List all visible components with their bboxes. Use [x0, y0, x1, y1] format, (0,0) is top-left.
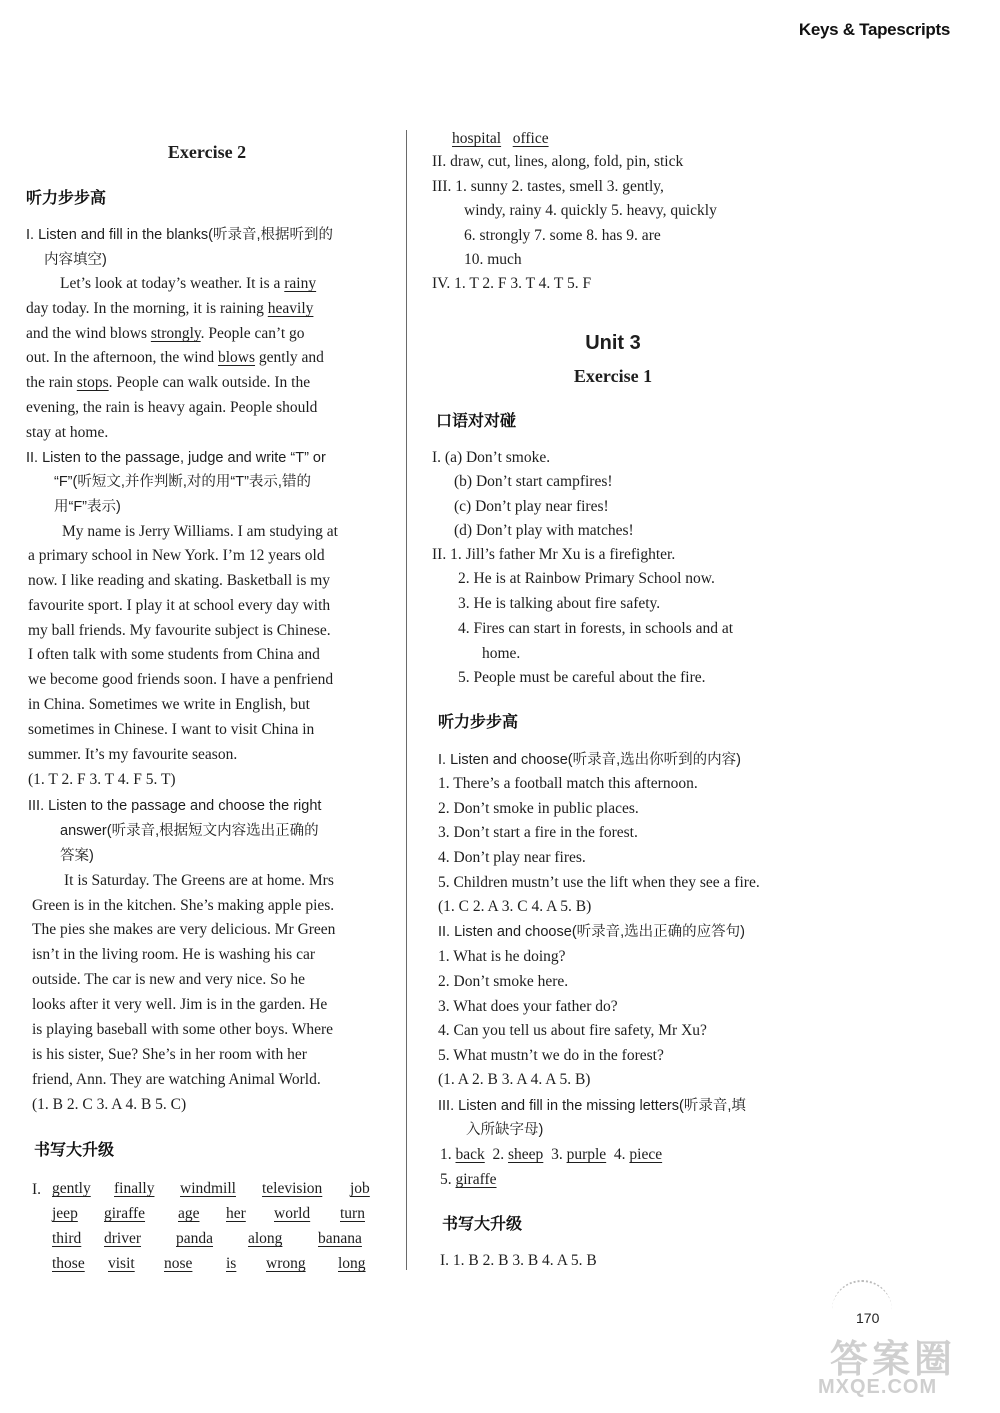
- word: hospital: [452, 130, 502, 147]
- unit-title: Unit 3: [585, 332, 641, 354]
- answer-line: 5. Children mustn’t use the lift when they see a fire.: [438, 874, 760, 891]
- answer-line: 10. much: [464, 251, 522, 268]
- passage-line: looks after it very well. Jim is in the garden. He: [32, 996, 328, 1013]
- word: age: [178, 1205, 200, 1222]
- question-label-cont: “F”(听短文,并作判断,对的用“T”表示,错的: [54, 474, 311, 490]
- running-header: Keys & Tapescripts: [798, 20, 950, 39]
- blank-answer: strongly: [150, 325, 201, 342]
- answer-line: 6. strongly 7. some 8. has 9. are: [464, 227, 661, 244]
- word: giraffe: [104, 1205, 146, 1222]
- watermark-url: MXQE.COM: [818, 1376, 938, 1398]
- word: jeep: [52, 1205, 78, 1222]
- passage-line: I often talk with some students from China and: [28, 646, 320, 663]
- answer-line: III. 1. sunny 2. tastes, smell 3. gently,: [432, 178, 664, 195]
- word: banana: [318, 1230, 362, 1247]
- passage-line: The pies she makes are very delicious. Mr Green: [32, 921, 336, 938]
- passage-line: the rain stops. People can walk outside. In the: [26, 374, 311, 391]
- passage-line: It is Saturday. The Greens are at home. Mrs: [64, 872, 334, 889]
- answer-line: 2. He is at Rainbow Primary School now.: [458, 570, 715, 587]
- answer-line: II. draw, cut, lines, along, fold, pin, stick: [432, 153, 684, 170]
- word: is: [226, 1255, 237, 1272]
- word: finally: [114, 1180, 155, 1197]
- passage-line: is his sister, Sue? She’s in her room with her: [32, 1046, 307, 1063]
- answer-line: 4. Don’t play near fires.: [438, 849, 586, 866]
- passage-line: Green is in the kitchen. She’s making apple pies.: [32, 897, 335, 914]
- word: back: [455, 1146, 485, 1163]
- blank-answer: blows: [217, 349, 256, 366]
- blank-answer: rainy: [284, 275, 317, 292]
- passage-line: stay at home.: [26, 424, 109, 441]
- section-heading-writing: 书写大升级: [442, 1214, 523, 1233]
- column-divider: [406, 130, 407, 1270]
- section-heading-writing: 书写大升级: [34, 1140, 115, 1159]
- question-number: I.: [32, 1181, 42, 1198]
- answer-line: 4. Fires can start in forests, in schools and at: [458, 620, 734, 637]
- word: those: [52, 1255, 85, 1272]
- passage-line: out. In the afternoon, the wind blows gently and: [26, 349, 324, 366]
- answer-line: 2. Don’t smoke here.: [438, 973, 569, 990]
- answer-line: windy, rainy 4. quickly 5. heavy, quickly: [464, 202, 717, 219]
- passage-line: in China. Sometimes we write in English, but: [28, 696, 310, 713]
- answer-line: (d) Don’t play with matches!: [454, 522, 634, 539]
- word-grid: [52, 1180, 392, 1280]
- question-label: II. Listen and choose(听录音,选出正确的应答句): [438, 924, 746, 940]
- word: sheep: [508, 1146, 544, 1163]
- word: long: [338, 1255, 366, 1272]
- answer-line: (b) Don’t start campfires!: [454, 473, 613, 490]
- word: windmill: [180, 1180, 236, 1197]
- question-label-cont: answer(听录音,根据短文内容选出正确的: [60, 823, 319, 839]
- passage-line: friend, Ann. They are watching Animal World.: [32, 1071, 321, 1088]
- answer-line: 4. Can you tell us about fire safety, Mr Xu?: [438, 1022, 707, 1039]
- question-label: III. Listen to the passage and choose the right: [28, 798, 322, 814]
- passage-line: my ball friends. My favourite subject is Chinese.: [28, 622, 331, 639]
- question-label: I. Listen and choose(听录音,选出你听到的内容): [438, 752, 741, 768]
- answer-key: (1. C 2. A 3. C 4. A 5. B): [438, 898, 592, 915]
- answer-line: (c) Don’t play near fires!: [454, 498, 609, 515]
- answer-line: 2. Don’t smoke in public places.: [438, 800, 639, 817]
- answer-line: IV. 1. T 2. F 3. T 4. T 5. F: [432, 275, 592, 292]
- word: visit: [108, 1255, 135, 1272]
- passage-line: My name is Jerry Williams. I am studying at: [62, 523, 338, 540]
- word: her: [226, 1205, 246, 1222]
- passage-line: summer. It’s my favourite season.: [28, 746, 238, 763]
- word: piece: [629, 1146, 663, 1163]
- passage-line: outside. The car is new and very nice. So he: [32, 971, 306, 988]
- word: world: [274, 1205, 311, 1222]
- passage-line: now. I like reading and skating. Basketball is my: [28, 572, 331, 589]
- question-label-cont: 内容填空): [44, 252, 107, 268]
- exercise-title: Exercise 2: [167, 142, 247, 162]
- answer-key: (1. A 2. B 3. A 4. A 5. B): [438, 1071, 591, 1088]
- word: panda: [176, 1230, 214, 1247]
- question-label: I. Listen and fill in the blanks(听录音,根据听到的: [26, 227, 334, 243]
- blank-answer: heavily: [267, 300, 314, 317]
- question-label-cont: 入所缺字母): [466, 1122, 544, 1138]
- word: job: [350, 1180, 370, 1197]
- passage-line: Let’s look at today’s weather. It is a rainy: [60, 275, 317, 292]
- word: nose: [164, 1255, 193, 1272]
- passage-line: sometimes in Chinese. I want to visit China in: [28, 721, 315, 738]
- watermark-logo: [818, 1328, 983, 1403]
- answer-line: 5. What mustn’t we do in the forest?: [438, 1047, 664, 1064]
- answer-line: 3. He is talking about fire safety.: [458, 595, 661, 612]
- word: purple: [566, 1146, 607, 1163]
- continued-words: [452, 129, 549, 149]
- passage-line: we become good friends soon. I have a penfriend: [28, 671, 334, 688]
- answer-line: 3. What does your father do?: [438, 998, 618, 1015]
- word: wrong: [266, 1255, 306, 1272]
- word: gently: [52, 1180, 91, 1197]
- answer-line: 5. giraffe: [440, 1171, 497, 1188]
- question-label-cont: 答案): [60, 848, 94, 864]
- word: office: [512, 130, 549, 147]
- passage-line: and the wind blows strongly. People can’t go: [26, 325, 305, 342]
- page-number: 170: [856, 1310, 880, 1326]
- answer-line: 5. People must be careful about the fire.: [458, 669, 706, 686]
- word: turn: [340, 1205, 365, 1222]
- question-label: III. Listen and fill in the missing letters(听录音,填: [438, 1098, 746, 1114]
- answer-line: II. 1. Jill’s father Mr Xu is a firefighter.: [432, 546, 676, 563]
- passage-line: evening, the rain is heavy again. People should: [26, 399, 318, 416]
- word: television: [262, 1180, 323, 1197]
- blank-answer: stops: [76, 374, 109, 391]
- passage-line: day today. In the morning, it is raining heavily: [26, 300, 314, 317]
- section-heading-oral: 口语对对碰: [436, 411, 517, 430]
- answer-line: I. (a) Don’t smoke.: [432, 449, 551, 466]
- word: giraffe: [455, 1171, 497, 1188]
- passage-line: a primary school in New York. I’m 12 years old: [28, 547, 325, 564]
- passage-line: is playing baseball with some other boys. Where: [32, 1021, 334, 1038]
- word: driver: [104, 1230, 142, 1247]
- answer-line: 1. back 2. sheep 3. purple 4. piece: [440, 1146, 663, 1163]
- answer-key: I. 1. B 2. B 3. B 4. A 5. B: [440, 1252, 597, 1269]
- passage-line: favourite sport. I play it at school every day with: [28, 597, 331, 614]
- answer-line: 1. What is he doing?: [438, 948, 566, 965]
- word: third: [52, 1230, 82, 1247]
- answer-line: 3. Don’t start a fire in the forest.: [438, 824, 638, 841]
- word: along: [248, 1230, 283, 1247]
- passage-line: isn’t in the living room. He is washing his car: [32, 946, 315, 963]
- question-label: II. Listen to the passage, judge and write “T” or: [26, 450, 326, 466]
- watermark-text: 答案圈: [830, 1339, 957, 1381]
- question-label-cont: 用“F”表示): [54, 499, 121, 515]
- answer-line: home.: [482, 645, 521, 662]
- section-heading-listening: 听力步步高: [26, 188, 107, 207]
- section-heading-listening: 听力步步高: [438, 712, 519, 731]
- answer-key: (1. T 2. F 3. T 4. F 5. T): [28, 771, 176, 788]
- answer-line: 1. There’s a football match this afternoon.: [438, 775, 698, 792]
- exercise-title: Exercise 1: [573, 366, 653, 386]
- answer-key: (1. B 2. C 3. A 4. B 5. C): [32, 1096, 187, 1113]
